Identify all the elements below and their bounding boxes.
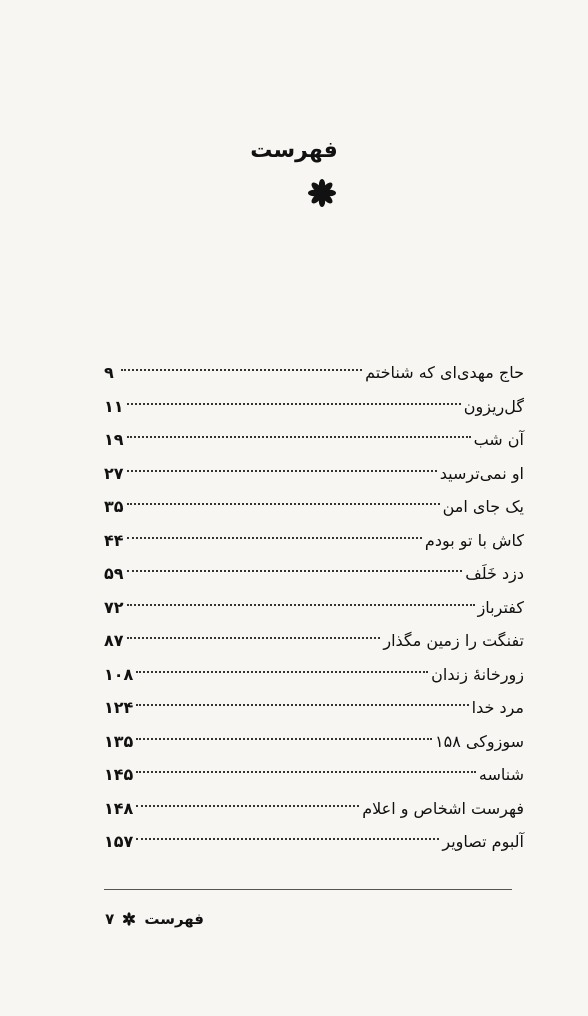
page-title: فهرست	[250, 138, 338, 163]
dot-leader	[136, 771, 476, 773]
toc-entry[interactable]	[104, 423, 524, 457]
dot-leader	[127, 637, 381, 639]
dot-leader	[136, 805, 359, 807]
dot-leader	[136, 838, 439, 840]
star-icon	[122, 912, 136, 926]
dot-leader	[136, 738, 432, 740]
toc-entry[interactable]	[104, 758, 524, 792]
toc-entry-page: ۱۰۸	[104, 664, 134, 684]
toc-entry-page: ۹	[104, 363, 114, 382]
toc-entry-title: آن شب	[473, 430, 524, 449]
toc-entry-title: مرد خدا	[471, 698, 524, 717]
dot-leader	[127, 503, 440, 505]
footer-section-label: فهرست	[144, 910, 204, 928]
dot-leader	[127, 604, 475, 606]
toc-entry[interactable]	[104, 691, 524, 725]
toc-entry-page: ۱۴۸	[104, 798, 134, 818]
toc-entry-page: ۱۴۵	[104, 765, 134, 784]
toc-entry-page: ۵۹	[104, 564, 124, 583]
toc-entry[interactable]	[104, 524, 524, 558]
toc-entry-page: ۷۲	[104, 597, 124, 617]
dot-leader	[127, 436, 471, 438]
toc-entry-page: ۲۷	[104, 463, 124, 483]
dot-leader	[127, 403, 461, 405]
toc-entry-title: فهرست اشخاص و اعلام	[362, 798, 524, 818]
footer-divider	[104, 889, 512, 890]
toc-entry[interactable]	[104, 457, 524, 491]
toc-entry-page: ۴۴	[104, 530, 124, 550]
toc-entry-title: حاج مهدی‌ای که شناختم	[365, 363, 524, 382]
toc-entry-title: کاش با تو بودم	[424, 530, 524, 550]
toc-entry[interactable]	[104, 792, 524, 826]
toc-entry[interactable]	[104, 557, 524, 591]
toc-entry-title: گل‌ریزون	[463, 396, 524, 416]
toc-entry-page: ۱۹	[104, 430, 124, 449]
toc-entry[interactable]	[104, 658, 524, 692]
footer-page-number: ۷	[105, 910, 115, 928]
toc-entry-page: ۱۲۴	[104, 698, 134, 717]
dot-leader	[136, 671, 428, 673]
asterisk-flower-icon	[307, 178, 337, 208]
toc-entry[interactable]	[104, 390, 524, 424]
dot-leader	[136, 704, 468, 706]
toc-entry-title: شناسه	[478, 765, 524, 784]
toc-entry[interactable]	[104, 591, 524, 625]
toc-entry[interactable]	[104, 825, 524, 859]
toc-entry-page: ۱۵۷	[104, 832, 134, 851]
toc-entry-title: یک جای امن	[442, 497, 524, 516]
toc-entry-title: دزد خَلَف	[465, 564, 524, 583]
dot-leader	[121, 369, 362, 371]
dot-leader	[127, 537, 422, 539]
toc-entry[interactable]	[104, 490, 524, 524]
toc-entry-title: او نمی‌ترسید	[439, 463, 524, 483]
toc-entry-page: ۱۳۵	[104, 731, 134, 751]
dot-leader	[127, 470, 437, 472]
toc-entry-title: کفترباز	[477, 597, 524, 617]
toc-entry-page: ۸۷	[104, 631, 124, 650]
toc-entry-page: ۱۱	[104, 396, 124, 416]
toc-entry[interactable]	[104, 624, 524, 658]
table-of-contents	[104, 356, 524, 859]
toc-entry-title: زورخانهٔ زندان	[431, 664, 524, 684]
toc-entry-title: آلبوم تصاویر	[442, 832, 524, 851]
toc-entry[interactable]	[104, 356, 524, 390]
page-footer	[104, 910, 204, 928]
toc-entry-title: تفنگت را زمین مگذار	[383, 631, 524, 650]
toc-entry-title: سوزوکی ۱۵۸	[435, 731, 524, 751]
dot-leader	[127, 570, 463, 572]
toc-entry[interactable]	[104, 725, 524, 759]
toc-entry-page: ۳۵	[104, 497, 124, 516]
